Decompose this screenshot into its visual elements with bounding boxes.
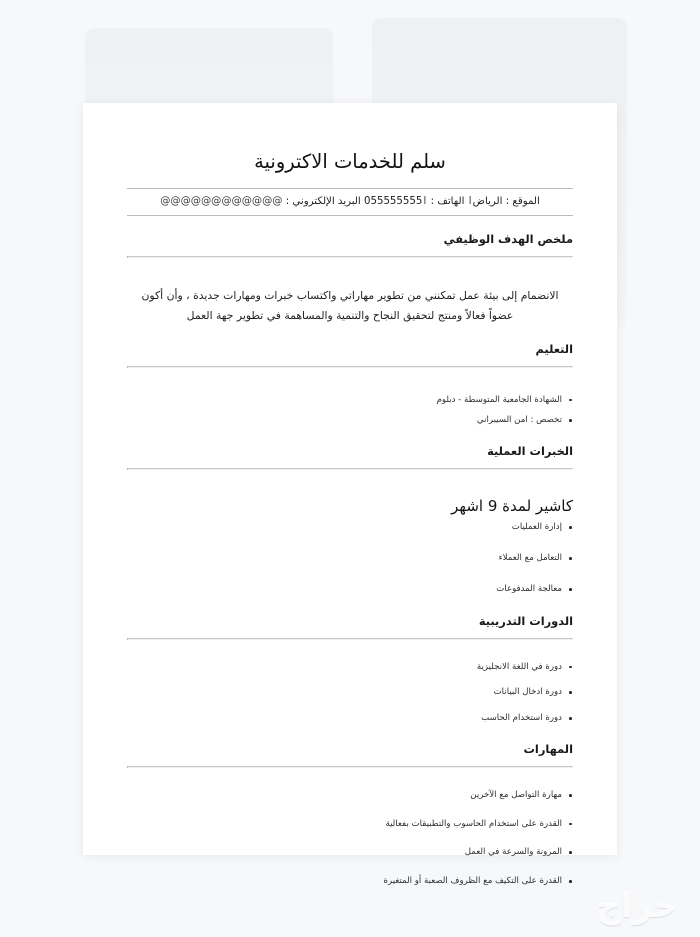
contact-email-label: البريد الإلكتروني	[292, 196, 361, 208]
skills-list	[127, 789, 573, 889]
courses-list	[127, 661, 573, 726]
list-item: دورة ادخال البيانات	[127, 686, 573, 700]
contact-separator-1: I	[468, 196, 472, 208]
list-item: الشهادة الجامعية المتوسطة - دبلوم	[127, 394, 573, 408]
section-heading-objective: ملخص الهدف الوظيفي	[443, 231, 573, 246]
objective-text: الانضمام إلى بيئة عمل تمكنني من تطوير مهاراتي واكتساب خبرات ومهارات جديدة ، وأن أكون عضواً فعالاً ومنتج لتحقيق النجاح والتنمية والمساهمة في تطوير جهة العمل	[141, 288, 559, 322]
section-education	[127, 342, 573, 428]
section-body-skills	[127, 776, 573, 889]
list-item: مهارة التواصل مع الآخرين	[127, 789, 573, 803]
divider-experience	[127, 468, 573, 470]
section-body-objective	[127, 266, 573, 326]
contact-colon-phone: :	[427, 196, 438, 208]
resume-document	[83, 103, 617, 887]
list-item: التعامل مع العملاء	[127, 552, 573, 566]
education-list	[127, 394, 573, 429]
section-heading-education: التعليم	[535, 341, 573, 356]
section-experience	[127, 444, 573, 597]
section-heading-courses: الدورات التدريبية	[478, 613, 573, 628]
contact-separator-2: I	[423, 196, 427, 208]
contact-colon-location: :	[502, 196, 513, 208]
list-item: إدارة العمليات	[127, 521, 573, 535]
list-item: دورة استخدام الحاسب	[127, 712, 573, 726]
section-skills	[127, 742, 573, 889]
contact-colon-email: :	[282, 196, 293, 208]
experience-job-title: كاشير لمدة 9 اشهر	[451, 496, 573, 515]
list-item: القدرة على استخدام الحاسوب والتطبيقات بفعالية	[127, 818, 573, 832]
contact-email-value: @@@@@@@@@@@@	[160, 196, 283, 208]
divider-education	[127, 366, 573, 368]
resume-content	[83, 103, 617, 889]
divider-objective	[127, 256, 573, 258]
section-heading-experience: الخبرات العملية	[487, 444, 573, 459]
list-item: المرونة والسرعة في العمل	[127, 846, 573, 860]
experience-list	[127, 521, 573, 596]
contact-phone-value: 055555555	[364, 196, 423, 208]
contact-location-label: الموقع	[512, 196, 540, 208]
section-courses	[127, 614, 573, 726]
section-heading-skills: المهارات	[523, 741, 573, 756]
section-objective	[127, 232, 573, 326]
section-body-courses	[127, 648, 573, 726]
page-title: سلم للخدمات الاكترونية	[254, 150, 446, 173]
haraj-watermark: حراج	[596, 886, 678, 926]
divider-below-contact	[127, 215, 573, 216]
section-body-experience	[127, 478, 573, 597]
list-item: القدرة على التكيف مع الظروف الصعبة أو المتغيرة	[127, 875, 573, 889]
list-item: تخصص : امن السيبراني	[127, 414, 573, 428]
section-body-education	[127, 376, 573, 429]
divider-skills	[127, 766, 573, 768]
divider-courses	[127, 638, 573, 640]
contact-line	[127, 189, 573, 214]
contact-location-value: الرياض	[472, 196, 503, 208]
list-item: دورة في اللغة الانجليزية	[127, 661, 573, 675]
contact-phone-label: الهاتف	[437, 196, 465, 208]
list-item: معالجة المدفوعات	[127, 583, 573, 597]
